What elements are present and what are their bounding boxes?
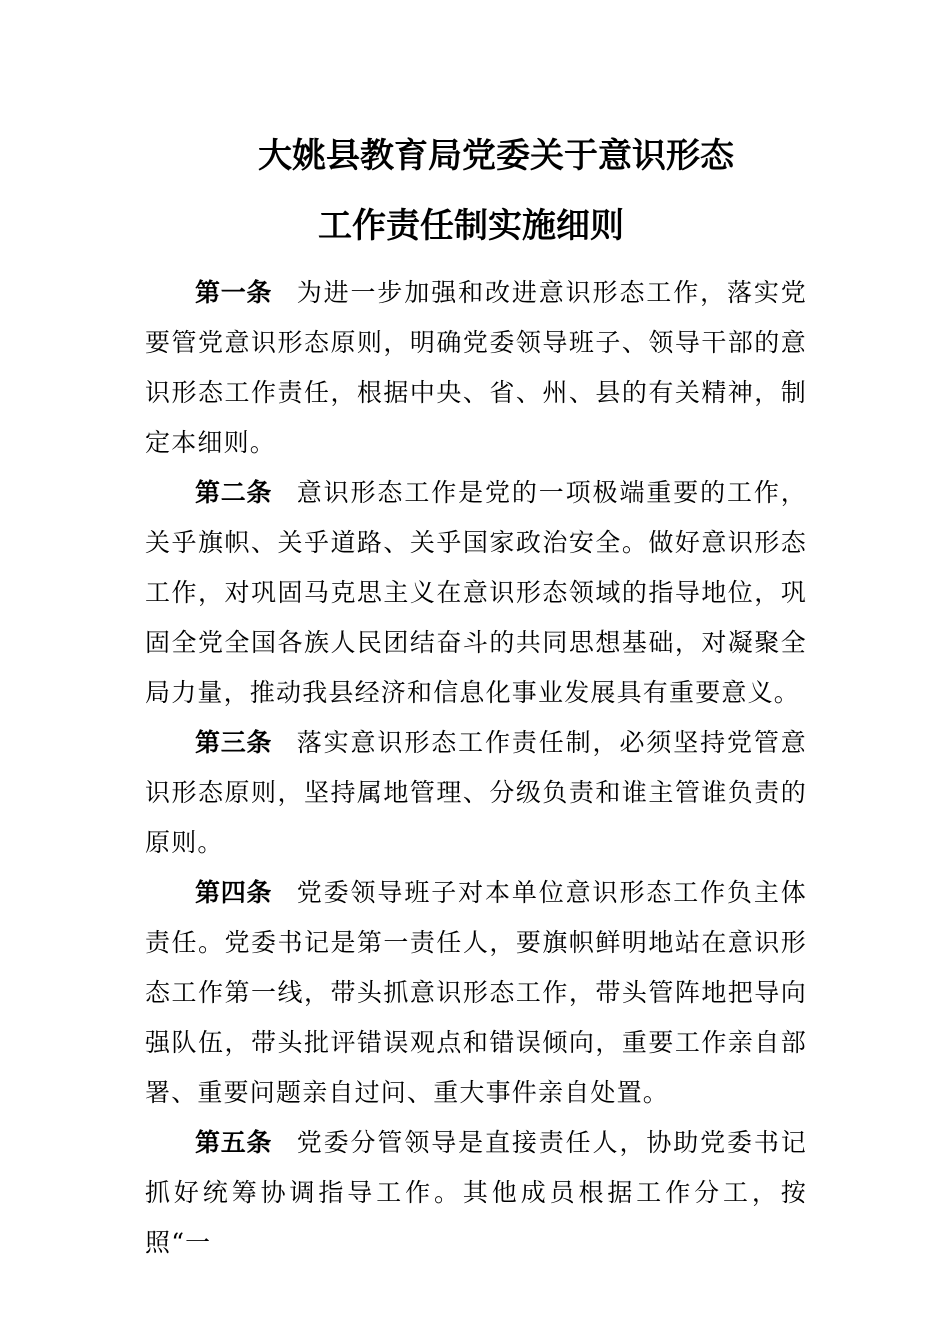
article-5-label: 第五条 xyxy=(195,1128,273,1157)
article-2-label: 第二条 xyxy=(195,478,273,507)
article-2-text: 意识形态工作是党的一项极端重要的工作，关乎旗帜、关乎道路、关乎国家政治安全。做好意识形态工作，对巩固马克思主义在意识形态领域的指导地位，巩固全党全国各族人民团结奋斗的共同思想基础，对凝聚全局力量，推动我县经济和信息化事业发展具有重要意义。 xyxy=(145,478,807,707)
article-2 xyxy=(145,468,807,718)
article-5 xyxy=(145,1118,807,1268)
article-4-label: 第四条 xyxy=(195,878,273,907)
article-1 xyxy=(145,268,807,468)
article-3 xyxy=(145,718,807,868)
article-4-text: 党委领导班子对本单位意识形态工作负主体责任。党委书记是第一责任人，要旗帜鲜明地站在意识形态工作第一线，带头抓意识形态工作，带头管阵地把导向强队伍，带头批评错误观点和错误倾向，重要工作亲自部署、重要问题亲自过问、重大事件亲自处置。 xyxy=(145,878,807,1107)
article-4 xyxy=(145,868,807,1118)
document-title-line-2: 工作责任制实施细则 xyxy=(318,206,624,246)
article-1-text: 为进一步加强和改进意识形态工作，落实党要管党意识形态原则，明确党委领导班子、领导干部的意识形态工作责任，根据中央、省、州、县的有关精神，制定本细则。 xyxy=(145,278,807,457)
article-1-label: 第一条 xyxy=(195,278,273,307)
article-3-label: 第三条 xyxy=(195,728,273,757)
article-5-text: 党委分管领导是直接责任人，协助党委书记抓好统筹协调指导工作。其他成员根据工作分工，按照“一 xyxy=(145,1128,807,1257)
document-title-line-1: 大姚县教育局党委关于意识形态 xyxy=(258,136,734,176)
article-3-text: 落实意识形态工作责任制，必须坚持党管意识形态原则，坚持属地管理、分级负责和谁主管谁负责的原则。 xyxy=(145,728,807,857)
document-body xyxy=(145,268,807,1268)
